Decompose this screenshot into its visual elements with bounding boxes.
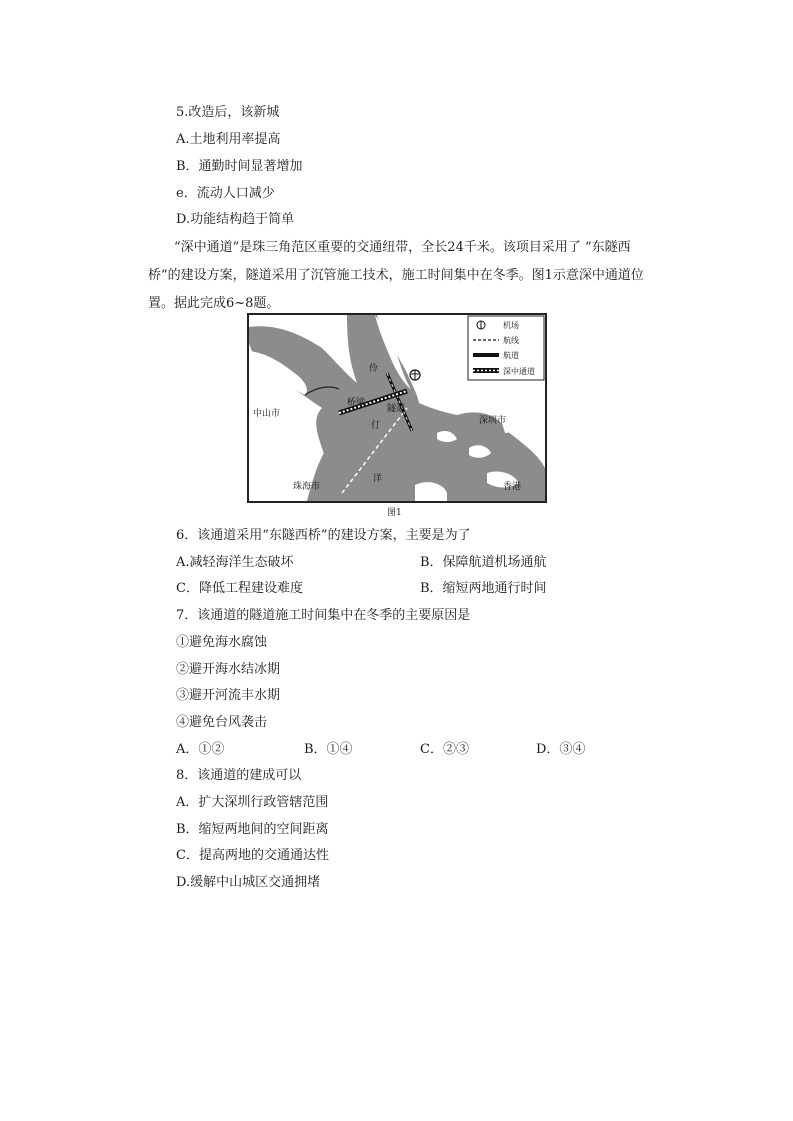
q7-option-c: C．②③ xyxy=(420,742,469,757)
q5-option-c: e．流动人口减少 xyxy=(176,186,275,201)
q7-stem: 7．该通道的隧道施工时间集中在冬季的主要原因是 xyxy=(176,608,471,623)
legend-airport-label: 机场 xyxy=(503,321,519,330)
q8-option-a: A．扩大深圳行政管辖范围 xyxy=(176,795,329,810)
legend-airport-icon xyxy=(477,321,485,329)
legend-channel-label: 航道 xyxy=(503,351,519,360)
label-yang: 洋 xyxy=(373,474,383,484)
q6-option-c: C．降低工程建设难度 xyxy=(176,581,303,596)
airport-icon xyxy=(410,370,420,380)
q7-item-3: ③避开河流丰水期 xyxy=(176,688,281,703)
q7-option-a: A．①② xyxy=(176,742,225,757)
label-bridge: 桥梁 xyxy=(347,398,366,408)
q6-option-d: B．缩短两地通行时间 xyxy=(420,581,547,596)
q8-option-b: B．缩短两地间的空间距离 xyxy=(176,822,329,837)
q5-option-a: A.土地利用率提高 xyxy=(176,132,281,147)
q8-option-d: D.缓解中山城区交通拥堵 xyxy=(176,875,321,890)
q6-stem: 6．该通道采用“东隧西桥”的建设方案，主要是为了 xyxy=(176,528,471,543)
legend-passage-label: 深中通道 xyxy=(503,367,535,376)
intro-text: “深中通道”是珠三角范区重要的交通纽带，全长24千米。该项目采用了 “东隧西桥”的建设方案，隧道采用了沉管施工技术，施工时间集中在冬季。图1示意深中通道位置。据此完成6~8题。 xyxy=(148,240,644,311)
label-zhuhai: 珠海市 xyxy=(293,482,321,492)
label-zhongshan: 中山市 xyxy=(253,409,281,419)
q5-option-d: D.功能结构趋于简单 xyxy=(176,212,295,227)
q7-option-d: D．③④ xyxy=(536,742,586,757)
map-legend xyxy=(468,316,544,380)
figure-caption: 图1 xyxy=(387,508,402,518)
q7-option-b: B．①④ xyxy=(304,742,353,757)
figure-map xyxy=(247,313,547,503)
legend-route-label: 航线 xyxy=(503,336,519,345)
map-svg xyxy=(247,313,547,503)
label-shenzhen: 深圳市 xyxy=(479,416,507,426)
q5-stem: 5.改造后，该新城 xyxy=(176,105,280,120)
q6-option-b: B．保障航道机场通航 xyxy=(420,555,547,570)
q8-stem: 8．该通道的建成可以 xyxy=(176,768,302,783)
q7-item-2: ②避开海水结冰期 xyxy=(176,662,281,677)
label-ling: 伶 xyxy=(369,364,379,374)
q7-item-1: ①避免海水腐蚀 xyxy=(176,635,268,650)
q5-option-b: B．通勤时间显著增加 xyxy=(176,159,303,174)
legend-channel-icon xyxy=(473,353,499,357)
intro-paragraph xyxy=(148,234,648,318)
label-tunnel: 隧道 xyxy=(387,404,406,414)
label-ding: 仃 xyxy=(371,421,381,431)
q6-option-a: A.减轻海洋生态破坏 xyxy=(176,555,294,570)
q8-option-c: C．提高两地的交通通达性 xyxy=(176,848,329,863)
label-hongkong: 香港 xyxy=(503,482,522,492)
q7-item-4: ④避免台风袭击 xyxy=(176,715,268,730)
